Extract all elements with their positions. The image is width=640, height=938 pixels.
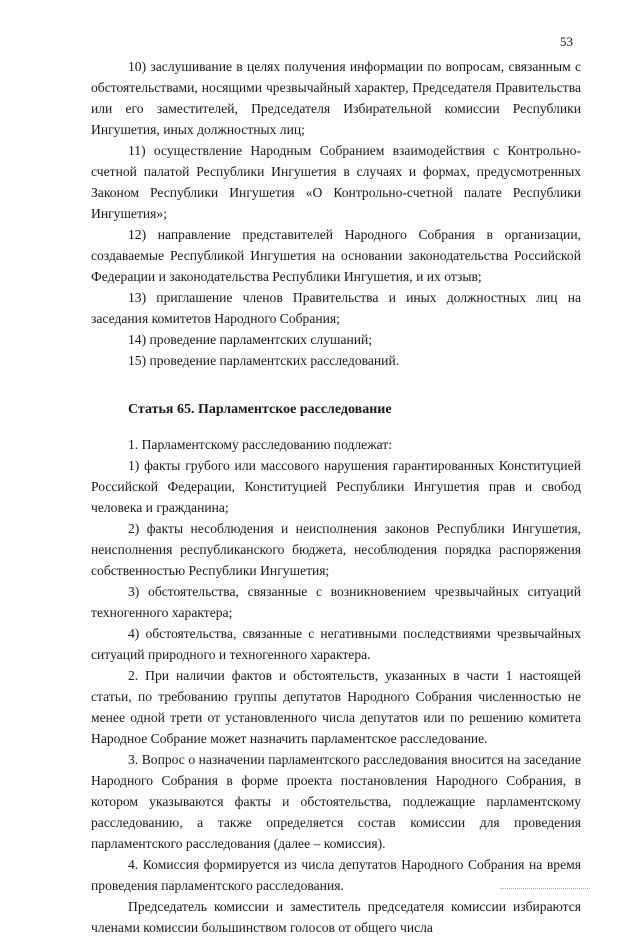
article-paragraph: 4. Комиссия формируется из числа депутатов Народного Собрания на время проведения парламентского расследования. — [91, 857, 581, 893]
article-paragraph: 1. Парламентскому расследованию подлежат: — [128, 437, 393, 452]
page-number: 53 — [560, 34, 573, 49]
footer-rule — [500, 888, 590, 889]
document-body — [91, 56, 581, 938]
article-title: Статья 65. Парламентское расследование — [128, 402, 392, 417]
list-item: 12) направление представителей Народного Собрания в организации, создаваемые Республикой Ингушетия на основании законодательства Российской Федерации и законодательства Республики Ингушетия, и их отзыв; — [91, 227, 581, 284]
list-item: 14) проведение парламентских слушаний; — [128, 332, 373, 347]
list-item: 13) приглашение членов Правительства и иных должностных лиц на заседания комитетов Народного Собрания; — [91, 290, 581, 326]
list-item: 15) проведение парламентских расследований. — [128, 353, 400, 368]
article-paragraph: 1) факты грубого или массового нарушения гарантированных Конституцией Российской Федерации, Конституцией Республики Ингушетия прав и свобод человека и гражданина; — [91, 458, 581, 515]
list-item: 10) заслушивание в целях получения информации по вопросам, связанным с обстоятельствами, носящими чрезвычайный характер, Председателя Правительства или его заместителей, Председателя Избирательной комиссии Республики Ингушетия, иных должностных лиц; — [91, 59, 581, 137]
article-paragraph: 4) обстоятельства, связанные с негативными последствиями чрезвычайных ситуаций природного и техногенного характера. — [91, 626, 581, 662]
article-paragraph: 3. Вопрос о назначении парламентского расследования вносится на заседание Народного Собрания в форме проекта постановления Народного Собрания, в котором указываются факты и обстоятельства, подлежащие парламентскому расследованию, а также определяется состав комиссии для проведения парламентского расследования (далее – комиссия). — [91, 752, 581, 851]
article-paragraph: 2. При наличии фактов и обстоятельств, указанных в части 1 настоящей статьи, по требованию группы депутатов Народного Собрания численностью не менее одной трети от установленного числа депутатов или по решению комитета Народное Собрание может назначить парламентское расследование. — [91, 668, 581, 746]
article-paragraph: Председатель комиссии и заместитель председателя комиссии избираются членами комиссии большинством голосов от общего числа — [91, 899, 581, 935]
list-item: 11) осуществление Народным Собранием взаимодействия с Контрольно-счетной палатой Республики Ингушетия в случаях и формах, предусмотренных Законом Республики Ингушетия «О Контрольно-счетной палате Республики Ингушетия»; — [91, 143, 581, 221]
article-paragraph: 3) обстоятельства, связанные с возникновением чрезвычайных ситуаций техногенного характера; — [91, 584, 581, 620]
article-paragraph: 2) факты несоблюдения и неисполнения законов Республики Ингушетия, неисполнения республиканского бюджета, несоблюдения порядка распоряжения собственностью Республики Ингушетия; — [91, 521, 581, 578]
